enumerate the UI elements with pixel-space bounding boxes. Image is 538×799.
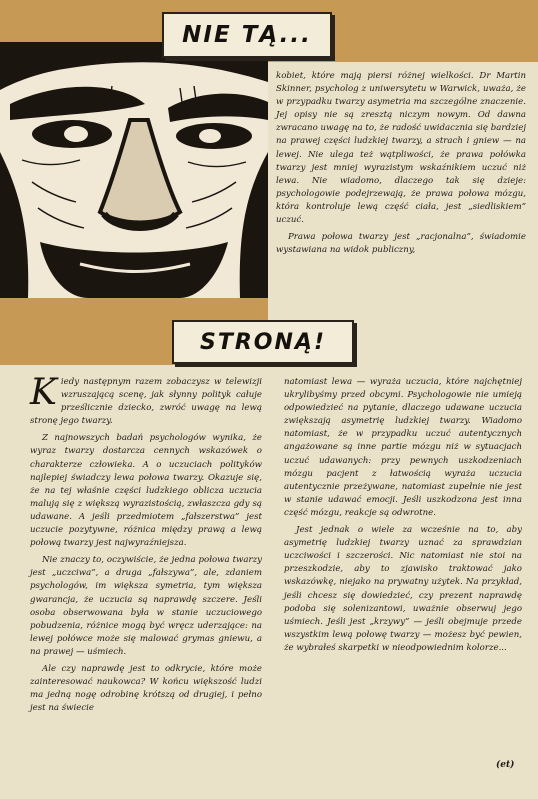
headline-box <box>162 12 332 58</box>
paragraph: Nie znaczy to, oczywiście, że jedna połowa twarzy jest „uczciwa”, a druga „fałszywa”, ale, zdaniem psychologów, im większa symetria, tym większa gwarancja, że uczucia są naprawdę szczere. Jeśli osoba obserwowana była w stanie uczuciowego pobudzenia, różnice mogą być wręcz uderzające: na lewej połówce może się malować grymas gniewu, a na prawej — uśmiech. <box>30 555 262 657</box>
paragraph: kobiet, które mają piersi różnej wielkości. Dr Martin Skinner, psycholog z uniwersytetu w Warwick, uważa, że w przypadku twarzy asymetria ma szczególne znaczenie. Jej opisy nie są zresztą niczym nowym. Od dawna zwracano uwagę na to, że radość uwidacznia się bardziej na prawej części ludzkiej twarzy, a strach i gniew — na lewej. Nie ulega też wątpliwości, że prawa połówka twarzy jest mniej wyrazistym wskaźnikiem uczuć niż lewa. Nie wiadomo, dlaczego tak się dzieje: psychologowie podejrzewają, że prawa połowa mózgu, która kontroluje lewą część ciała, jest „siedliskiem” uczuć. <box>276 71 526 226</box>
subheadline-box <box>172 320 354 364</box>
paragraph: natomiast lewa — wyraża uczucia, które najchętniej ukrylibyśmy przed obcymi. Psychologowie nie umieją odpowiedzieć na pytanie, dlaczego udawane uczucia zwiększają asymetrię ludzkiej twarzy. Wiadomo natomiast, że w przypadku uczuć autentycznych angażowane są inne partie mózgu niż w sytuacjach uczuć udawanych: przy pewnych uszkodzeniach mózgu pacjent z łatwością wyraża uczucia autentycznie przeżywane, natomiast zupełnie nie jest w stanie udawać emocji. Jeśli uszkodzona jest inna część mózgu, reakcje są odwrotne. <box>284 377 522 518</box>
article-column-top-right <box>276 70 526 257</box>
paragraph: Prawa połowa twarzy jest „racjonalna”, świadomie wystawiana na widok publiczny, <box>276 232 526 256</box>
lead-paragraph <box>30 372 262 428</box>
paragraph: Jest jednak o wiele za wcześnie na to, aby asymetrię ludzkiej twarzy uznać za sprawdzian uczciwości i szczerości. Nic natomiast nie stoi na przeszkodzie, aby to zjawisko traktować jako wskazówkę, niejako na prywatny użytek. Na przykład, jeśli chcesz się dowiedzieć, czy prezent naprawdę podoba się solenizantowi, uważnie obserwuj jego uśmiech. Jeśli jest „krzywy” — jeśli obejmuje przede wszystkim lewą połowę twarzy — możesz być pewien, że wybrałeś skarpetki w nieodpowiednim kolorze... <box>284 525 522 653</box>
paragraph: Z najnowszych badań psychologów wynika, że wyraz twarzy dostarcza cennych wskazówek o charakterze człowieka. A o uczuciach polityków najlepiej świadczy lewa połowa twarzy. Okazuje się, że na tej właśnie części ludzkiego oblicza uczucia malują się z większą wyrazistością, zwłaszcza gdy są udawane. A jeśli przedmiotem „fałszerstwa” jest uczucie pozytywne, różnica między prawą a lewą połową twarzy jest najwyraźniejsza. <box>30 433 262 549</box>
subheadline-title: STRONĄ! <box>200 329 326 355</box>
face-closeup-illustration-icon <box>0 42 268 298</box>
article-column-bottom-left <box>30 372 262 715</box>
drop-cap: K <box>30 372 57 413</box>
headline-title: NIE TĄ... <box>182 22 312 48</box>
author-signature: (et) <box>496 760 515 770</box>
lead-text: iedy następnym razem zobaczysz w telewizji wzruszającą scenę, jak słynny polityk całuje prześlicznie dziecko, zwróć uwagę na lewą stronę jego twarzy. <box>30 377 262 427</box>
article-column-bottom-right <box>284 376 522 655</box>
paragraph: Ale czy naprawdę jest to odkrycie, które może zainteresować naukowca? W końcu większość ludzi ma jedną nogę odrobinę krótszą od drugiej, i pełno jest na świecie <box>30 663 262 714</box>
